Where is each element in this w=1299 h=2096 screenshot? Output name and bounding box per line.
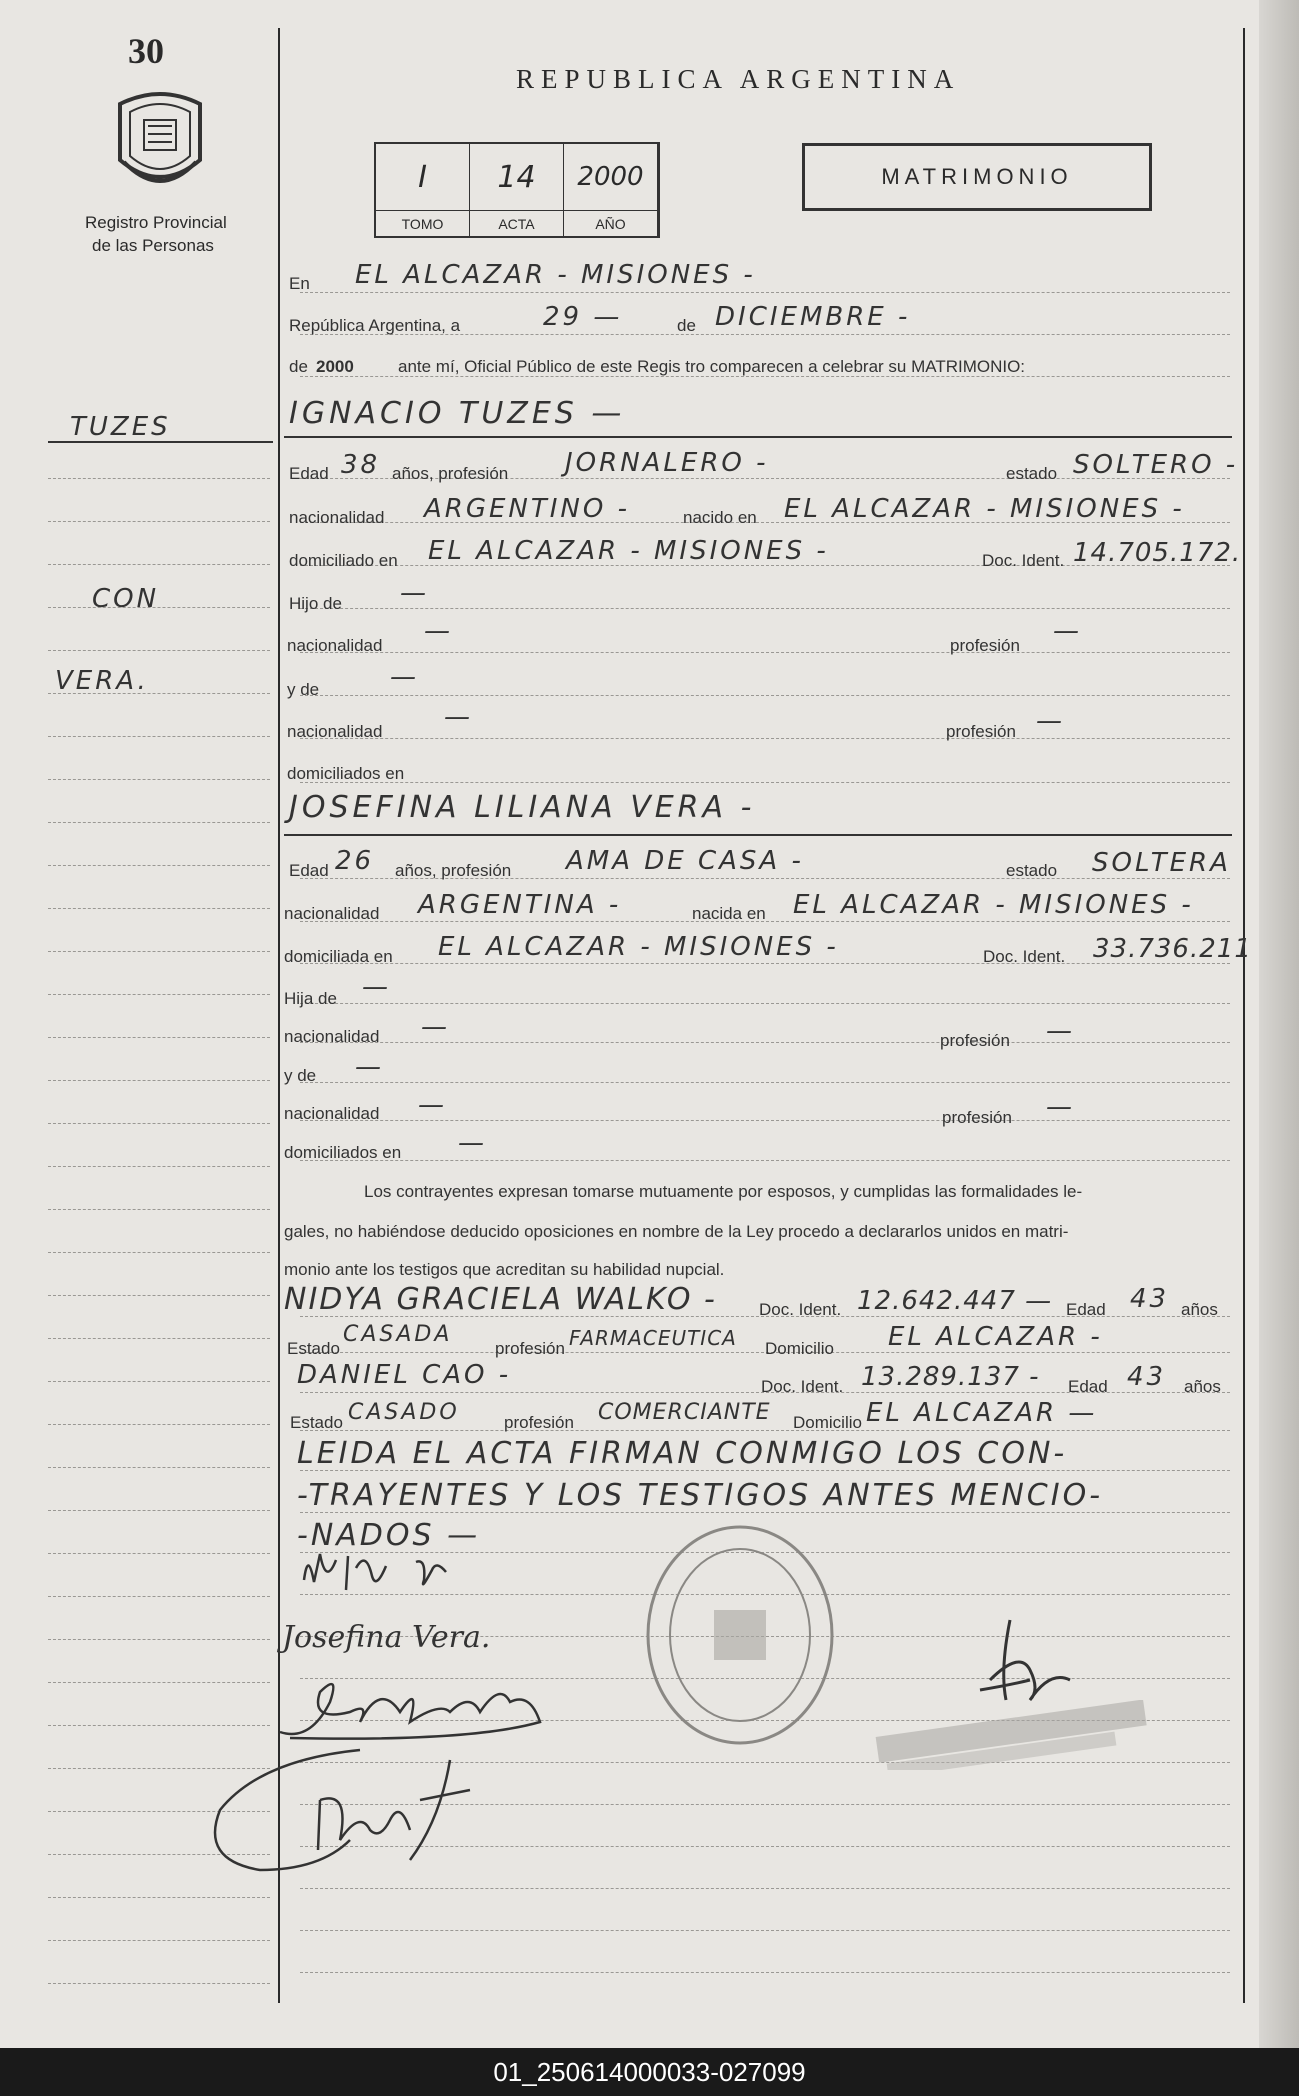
witness1-signature — [270, 1662, 560, 1752]
groom-signature — [296, 1540, 476, 1600]
form-rule-line — [300, 1888, 1230, 1889]
bride-estado: SOLTERA — [1092, 848, 1231, 878]
groom-nac2: — — [444, 702, 473, 732]
witness2-edad: 43 — [1127, 1362, 1167, 1392]
form-rule-line — [300, 695, 1230, 696]
witness1-prof-label: profesión — [495, 1339, 565, 1358]
margin-rule-line — [48, 1037, 270, 1038]
margin-rule-line — [48, 951, 270, 952]
anio-label: AÑO — [564, 210, 658, 236]
margin-rule-line — [48, 607, 270, 608]
form-rule-line — [300, 782, 1230, 783]
margin-rule-line — [48, 1338, 270, 1339]
groom-yde-label: y de — [287, 680, 320, 699]
bride-dom-label: domiciliada en — [284, 947, 393, 966]
margin-rule-line — [48, 564, 270, 565]
bride-prof1-label: profesión — [940, 1031, 1010, 1050]
groom-nac-label: nacionalidad — [289, 508, 385, 527]
country-title: REPUBLICA ARGENTINA — [516, 64, 961, 94]
bride-prof1: — — [1046, 1016, 1075, 1046]
bride-nacionalidad: ARGENTINA - — [418, 890, 622, 920]
record-table — [374, 142, 660, 238]
groom-divider — [284, 436, 1232, 438]
groom-estado-label: estado — [1006, 464, 1058, 483]
form-rule-line — [300, 1042, 1230, 1043]
witness1-estado-label: Estado — [287, 1339, 340, 1358]
groom-doc: 14.705.172. — [1073, 538, 1242, 568]
bride-nac-label: nacionalidad — [284, 904, 380, 923]
right-border — [1243, 28, 1245, 2003]
bride-hija-label: Hija de — [284, 989, 337, 1008]
groom-nacionalidad: ARGENTINO - — [424, 494, 630, 524]
witness1-anos-label: años — [1181, 1300, 1218, 1319]
form-rule-line — [300, 1930, 1230, 1931]
form-rule-line — [300, 1120, 1230, 1121]
margin-rule-line — [48, 478, 270, 479]
bride-doc: 33.736.211 — [1093, 934, 1252, 964]
bride-yde: — — [355, 1052, 384, 1082]
witness1-edad-label: Edad — [1066, 1300, 1106, 1319]
groom-nacido: EL ALCAZAR - MISIONES - — [784, 494, 1185, 524]
margin-rule-line — [48, 521, 270, 522]
groom-yde: — — [390, 662, 419, 692]
margin-rule-line — [48, 822, 270, 823]
bride-nac2: — — [418, 1090, 447, 1120]
form-rule-line — [300, 292, 1230, 293]
witness2-edad-label: Edad — [1068, 1377, 1108, 1396]
groom-dom-label: domiciliado en — [289, 551, 398, 570]
bride-name: JOSEFINA LILIANA VERA - — [289, 790, 756, 825]
margin-rule-line — [48, 736, 270, 737]
form-rule-line — [300, 1003, 1230, 1004]
witness1-name: NIDYA GRACIELA WALKO - — [284, 1282, 717, 1317]
witness1-edad: 43 — [1130, 1284, 1170, 1314]
margin-rule-line — [48, 1467, 270, 1468]
bride-prof2: — — [1046, 1092, 1075, 1122]
bride-domicilio: EL ALCAZAR - MISIONES - — [438, 932, 839, 962]
margin-rule-line — [48, 1553, 270, 1554]
bride-doc-label: Doc. Ident. — [983, 947, 1066, 966]
witness2-prof-label: profesión — [504, 1413, 574, 1432]
closing-line3: -NADOS — — [297, 1518, 481, 1553]
witness1-profesion: FARMACEUTICA — [569, 1326, 737, 1350]
margin-rule-line — [48, 779, 270, 780]
bride-nac1-label: nacionalidad — [284, 1027, 380, 1046]
groom-prof2: — — [1036, 706, 1065, 736]
margin-rule-line — [48, 1940, 270, 1941]
form-rule-line — [300, 1972, 1230, 1973]
acta-value: 14 — [470, 144, 564, 210]
witness1-domicilio: EL ALCAZAR - — [888, 1322, 1103, 1352]
margin-rule-line — [48, 1725, 270, 1726]
registry-round-stamp — [640, 1520, 840, 1750]
month-value: DICIEMBRE - — [715, 302, 911, 332]
witness2-estado: CASADO — [348, 1400, 460, 1425]
bride-anos-label: años, profesión — [395, 861, 512, 880]
groom-edad-label: Edad — [289, 464, 329, 483]
republica-label: República Argentina, a — [289, 316, 461, 335]
margin-underline — [48, 441, 273, 443]
margin-rule-line — [48, 1123, 270, 1124]
margin-rule-line — [48, 1252, 270, 1253]
witness2-anos-label: años — [1184, 1377, 1221, 1396]
witness2-estado-label: Estado — [290, 1413, 343, 1432]
witness2-doc: 13.289.137 - — [861, 1362, 1040, 1392]
seal-caption-line2: de las Personas — [92, 236, 214, 255]
bride-hija: — — [362, 972, 391, 1002]
form-rule-line — [300, 1430, 1230, 1431]
margin-rule-line — [48, 693, 270, 694]
year-value: 2000 — [316, 357, 354, 376]
margin-rule-line — [48, 865, 270, 866]
groom-prof1-label: profesión — [950, 636, 1020, 655]
bride-nac2-label: nacionalidad — [284, 1104, 380, 1123]
margin-rule-line — [48, 650, 270, 651]
margin-rule-line — [48, 1424, 270, 1425]
seal-caption-line1: Registro Provincial — [85, 213, 227, 232]
bride-divider — [284, 834, 1232, 836]
groom-nac1-label: nacionalidad — [287, 636, 383, 655]
closing-line2: -TRAYENTES Y LOS TESTIGOS ANTES MENCIO- — [297, 1478, 1104, 1513]
declaration-line2: gales, no habiéndose deducido oposiciones en nombre de la Ley procedo a declararlos unidos en matri- — [284, 1222, 1069, 1241]
groom-dom-parents-label: domiciliados en — [287, 764, 405, 783]
bride-nac1: — — [421, 1012, 450, 1042]
form-rule-line — [300, 652, 1230, 653]
form-rule-line — [300, 963, 1230, 964]
bride-dom-parents-label: domiciliados en — [284, 1143, 402, 1162]
bride-nacida-label: nacida en — [692, 904, 766, 923]
groom-hijo-label: Hijo de — [289, 594, 342, 613]
margin-rule-line — [48, 1596, 270, 1597]
bride-yde-label: y de — [284, 1066, 317, 1085]
closing-line1: LEIDA EL ACTA FIRMAN CONMIGO LOS CON- — [297, 1436, 1068, 1471]
bride-edad-label: Edad — [289, 861, 329, 880]
groom-edad: 38 — [341, 450, 381, 480]
witness1-dom-label: Domicilio — [765, 1339, 834, 1358]
margin-rule-line — [48, 1510, 270, 1511]
witness1-estado: CASADA — [343, 1322, 453, 1347]
witness1-doc-label: Doc. Ident. — [759, 1300, 842, 1319]
witness2-domicilio: EL ALCAZAR — — [866, 1398, 1098, 1428]
margin-rule-line — [48, 1897, 270, 1898]
witness1-doc: 12.642.447 — — [857, 1286, 1053, 1316]
groom-nacido-label: nacido en — [683, 508, 757, 527]
margin-rule-line — [48, 994, 270, 995]
margin-surname: TUZES — [70, 412, 171, 442]
acta-label: ACTA — [470, 210, 564, 236]
form-rule-line — [300, 1160, 1230, 1161]
form-rule-line — [300, 1082, 1230, 1083]
groom-prof1: — — [1053, 616, 1082, 646]
image-id-footer: 01_250614000033-027099 — [0, 2048, 1299, 2096]
place-value: EL ALCAZAR - MISIONES - — [355, 260, 756, 290]
groom-profesion: JORNALERO - — [565, 448, 769, 478]
bride-estado-label: estado — [1006, 861, 1058, 880]
bride-prof2-label: profesión — [942, 1108, 1012, 1127]
groom-domicilio: EL ALCAZAR - MISIONES - — [428, 536, 829, 566]
en-label: En — [289, 274, 310, 293]
groom-estado: SOLTERO - — [1073, 450, 1239, 480]
tomo-label: TOMO — [376, 210, 470, 236]
witness2-profesion: COMERCIANTE — [598, 1400, 771, 1425]
margin-con: CON — [92, 584, 160, 614]
margin-rule-line — [48, 1080, 270, 1081]
groom-nac1: — — [424, 616, 453, 646]
day-value: 29 — — [543, 302, 623, 332]
de-year-label: de — [289, 357, 308, 376]
margin-vera: VERA. — [55, 666, 149, 696]
margin-rule-line — [48, 1166, 270, 1167]
declaration-line3: monio ante los testigos que acreditan su habilidad nupcial. — [284, 1260, 725, 1279]
tomo-value: I — [376, 144, 470, 210]
de-label: de — [677, 316, 696, 335]
form-rule-line — [300, 608, 1230, 609]
margin-rule-line — [48, 1295, 270, 1296]
page-number: 30 — [128, 31, 164, 71]
groom-anos-label: años, profesión — [392, 464, 509, 483]
anio-value: 2000 — [564, 144, 658, 210]
officer-name-stamp — [872, 1700, 1162, 1770]
groom-prof2-label: profesión — [946, 722, 1016, 741]
groom-doc-label: Doc. Ident. — [982, 551, 1065, 570]
bride-nacida: EL ALCAZAR - MISIONES - — [793, 890, 1194, 920]
groom-nac2-label: nacionalidad — [287, 722, 383, 741]
margin-rule-line — [48, 1682, 270, 1683]
witness2-name: DANIEL CAO - — [297, 1360, 512, 1390]
margin-rule-line — [48, 908, 270, 909]
act-type-box: MATRIMONIO — [802, 143, 1152, 211]
witness2-dom-label: Domicilio — [793, 1413, 862, 1432]
margin-rule-line — [48, 1209, 270, 1210]
intro-sentence: ante mí, Oficial Público de este Regis tro comparecen a celebrar su MATRIMONIO: — [398, 357, 1026, 376]
provincial-seal-icon — [110, 82, 210, 200]
bride-edad: 26 — [335, 846, 375, 876]
bride-profesion: AMA DE CASA - — [566, 846, 804, 876]
margin-rule-line — [48, 1381, 270, 1382]
margin-rule-line — [48, 1639, 270, 1640]
bride-signature: Josefina Vera. — [282, 1620, 491, 1655]
bride-dom-parents: — — [458, 1128, 487, 1158]
witness2-doc-label: Doc. Ident. — [761, 1377, 844, 1396]
witness2-signature — [200, 1740, 560, 1880]
declaration-line1: Los contrayentes expresan tomarse mutuamente por esposos, y cumplidas las formalidades le- — [364, 1182, 1083, 1201]
groom-name: IGNACIO TUZES — — [289, 396, 626, 431]
form-rule-line — [300, 738, 1230, 739]
margin-rule-line — [48, 1983, 270, 1984]
groom-hijo: — — [400, 578, 429, 608]
